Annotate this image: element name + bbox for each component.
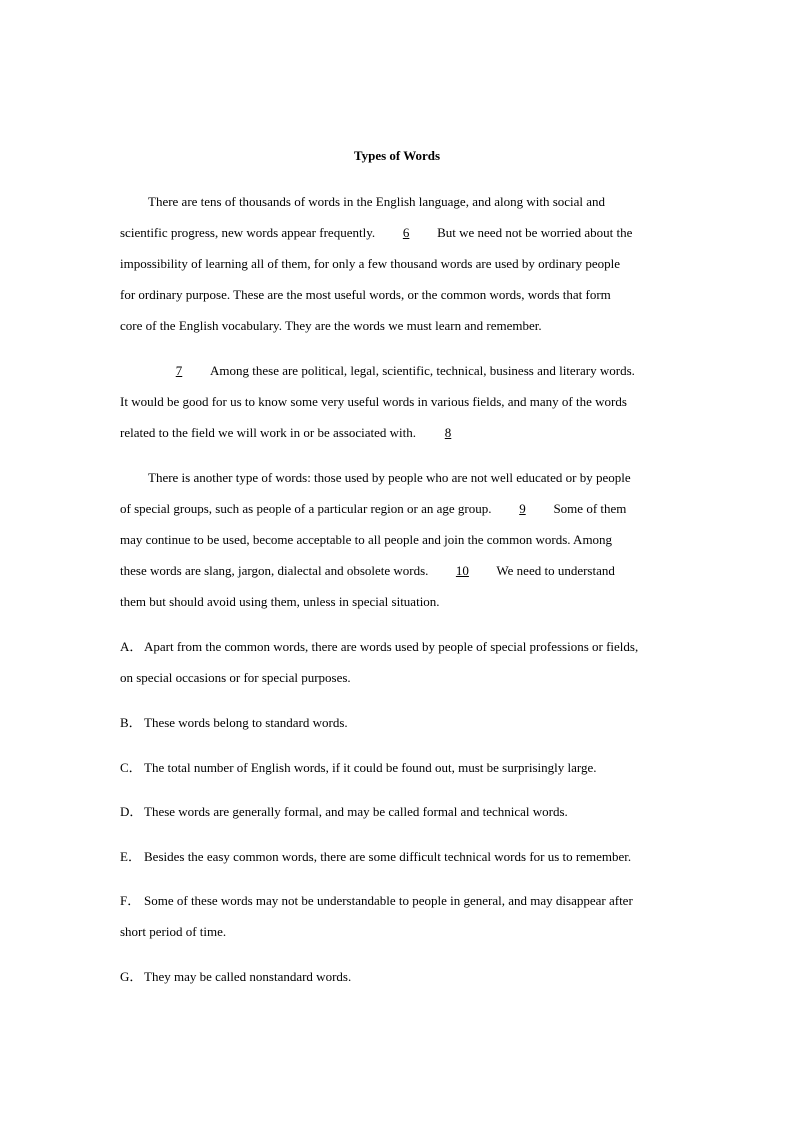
option-f xyxy=(120,885,700,947)
option-g-letter: G． xyxy=(120,969,143,984)
option-a-text: Apart from the common words, there are words used by people of special professions or fields, xyxy=(144,639,639,654)
paragraph-1-line-2-after: But we need not be worried about the xyxy=(437,225,633,240)
paragraph-3-line-2-after: Some of them xyxy=(553,501,627,516)
blank-9: 9 xyxy=(519,501,526,516)
option-a-line-1 xyxy=(120,631,700,662)
paragraph-3-line-5: them but should avoid using them, unless in special situation. xyxy=(120,594,440,609)
paragraph-3-line-2-text: of special groups, such as people of a particular region or an age group. xyxy=(120,501,492,516)
paragraph-1-line-1: There are tens of thousands of words in the English language, and along with social and xyxy=(148,194,606,209)
option-b xyxy=(120,707,700,738)
option-d-text: These words are generally formal, and may be called formal and technical words. xyxy=(144,804,568,819)
option-d xyxy=(120,796,700,827)
option-f-text: Some of these words may not be understandable to people in general, and may disappear after xyxy=(144,893,633,908)
option-f-letter: F． xyxy=(120,893,141,908)
option-e-text: Besides the easy common words, there are some difficult technical words for us to remember. xyxy=(144,849,632,864)
blank-6: 6 xyxy=(402,225,410,240)
paragraph-3-line-3: may continue to be used, become acceptable to all people and join the common words. Among xyxy=(120,532,613,547)
paragraph-1 xyxy=(120,186,700,341)
paragraph-2-line-2: It would be good for us to know some very useful words in various fields, and many of the words xyxy=(120,394,627,409)
option-g-text: They may be called nonstandard words. xyxy=(144,969,352,984)
blank-8: 8 xyxy=(444,425,452,440)
paragraph-1-line-2 xyxy=(120,217,700,248)
paragraph-1-line-3: impossibility of learning all of them, for only a few thousand words are used by ordinary people xyxy=(120,256,621,271)
paragraph-3-line-4 xyxy=(120,555,700,586)
paragraph-2 xyxy=(120,355,700,448)
option-f-line-1 xyxy=(120,885,700,916)
option-a-letter: A． xyxy=(120,639,143,654)
paragraph-3-line-2 xyxy=(120,493,700,524)
option-e-line-1 xyxy=(120,841,700,872)
document-title: Types of Words xyxy=(353,148,441,163)
option-c-line-1 xyxy=(120,752,700,783)
option-d-letter: D． xyxy=(120,804,143,819)
paragraph-1-line-2-text: scientific progress, new words appear frequently. xyxy=(120,225,376,240)
paragraph-1-line-4: for ordinary purpose. These are the most useful words, or the common words, words that form xyxy=(120,287,611,302)
option-g xyxy=(120,961,700,992)
paragraph-2-line-3 xyxy=(120,417,700,448)
paragraph-3-line-1: There is another type of words: those used by people who are not well educated or by people xyxy=(148,470,631,485)
paragraph-3-line-4-after: We need to understand xyxy=(496,563,615,578)
paragraph-1-line-5: core of the English vocabulary. They are the words we must learn and remember. xyxy=(120,318,542,333)
blank-10: 10 xyxy=(455,563,469,578)
option-e-letter: E． xyxy=(120,849,141,864)
blank-7: 7 xyxy=(175,363,183,378)
option-c-letter: C． xyxy=(120,760,142,775)
option-d-line-1 xyxy=(120,796,700,827)
paragraph-2-line-1 xyxy=(120,355,700,386)
paragraph-3-line-4-text: these words are slang, jargon, dialectal and obsolete words. xyxy=(120,563,429,578)
paragraph-2-line-3-text: related to the field we will work in or be associated with. xyxy=(120,425,417,440)
paragraph-2-line-1-after: Among these are political, legal, scientific, technical, business and literary words. xyxy=(210,363,635,378)
option-c-text: The total number of English words, if it could be found out, must be surprisingly large. xyxy=(144,760,597,775)
option-b-line-1 xyxy=(120,707,700,738)
option-g-line-1 xyxy=(120,961,700,992)
option-b-text: These words belong to standard words. xyxy=(144,715,348,730)
paragraph-3 xyxy=(120,462,700,617)
option-b-letter: B． xyxy=(120,715,142,730)
option-a xyxy=(120,631,700,693)
option-c xyxy=(120,752,700,783)
option-e xyxy=(120,841,700,872)
option-f-line-2: short period of time. xyxy=(120,924,227,939)
option-a-line-2: on special occasions or for special purposes. xyxy=(120,670,351,685)
